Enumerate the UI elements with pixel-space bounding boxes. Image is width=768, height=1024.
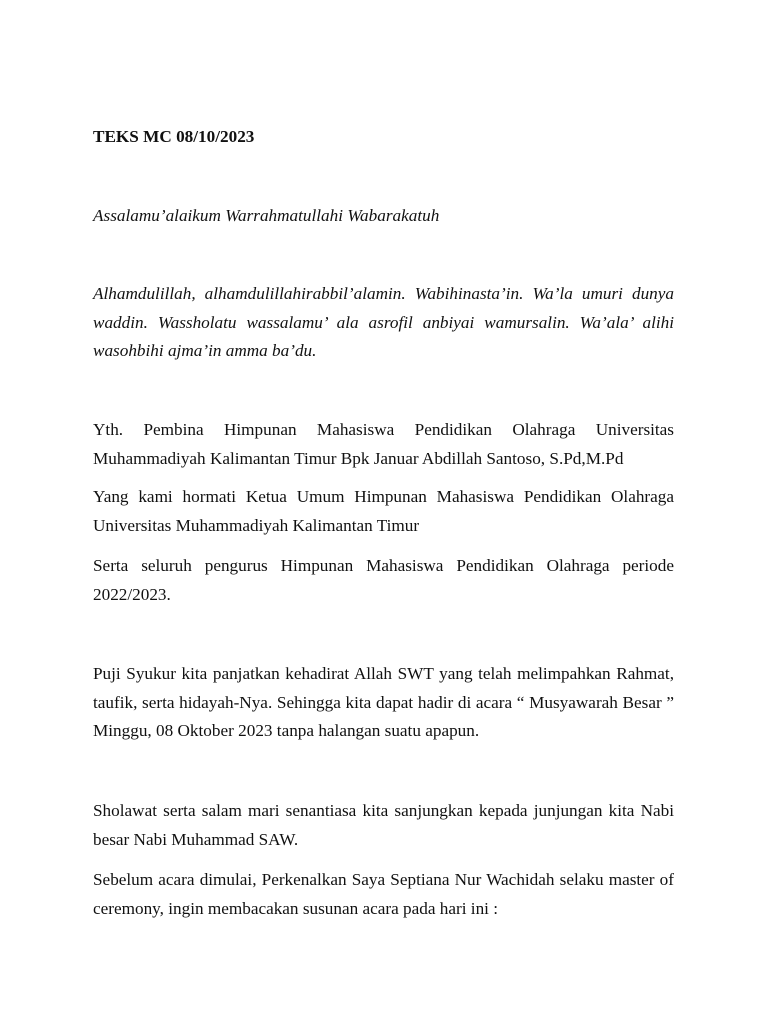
document-body <box>93 118 674 918</box>
document-title: TEKS MC 08/10/2023 <box>93 127 255 146</box>
salutation-board-paragraph: Serta seluruh pengurus Himpunan Mahasiswa Pendidikan Olahraga periode 2022/2023. <box>93 556 674 604</box>
introduction-paragraph: Sebelum acara dimulai, Perkenalkan Saya Septiana Nur Wachidah selaku master of ceremony, ingin membacakan susunan acara pada hari ini : <box>93 870 674 918</box>
greeting-text: Assalamu’alaikum Warrahmatullahi Wabarakatuh <box>93 206 440 225</box>
opening-prayer-paragraph: Alhamdulillah, alhamdulillahirabbil’alamin. Wabihinasta’in. Wa’la umuri dunya waddin. Wassholatu wassalamu’ ala asrofil anbiyai wamursalin. Wa’ala’ alihi wasohbihi ajma’in amma ba’du. <box>93 284 674 361</box>
salutation-chairman-paragraph: Yang kami hormati Ketua Umum Himpunan Mahasiswa Pendidikan Olahraga Universitas Muhammadiyah Kalimantan Timur <box>93 487 674 535</box>
salutation-patron-paragraph: Yth. Pembina Himpunan Mahasiswa Pendidikan Olahraga Universitas Muhammadiyah Kalimantan Timur Bpk Januar Abdillah Santoso, S.Pd,M.Pd <box>93 420 674 468</box>
sholawat-paragraph: Sholawat serta salam mari senantiasa kita sanjungkan kepada junjungan kita Nabi besar Nabi Muhammad SAW. <box>93 801 674 849</box>
gratitude-paragraph: Puji Syukur kita panjatkan kehadirat Allah SWT yang telah melimpahkan Rahmat, taufik, serta hidayah-Nya. Sehingga kita dapat hadir di acara “ Musyawarah Besar ” Minggu, 08 Oktober 2023 tanpa halangan suatu apapun. <box>93 664 674 741</box>
